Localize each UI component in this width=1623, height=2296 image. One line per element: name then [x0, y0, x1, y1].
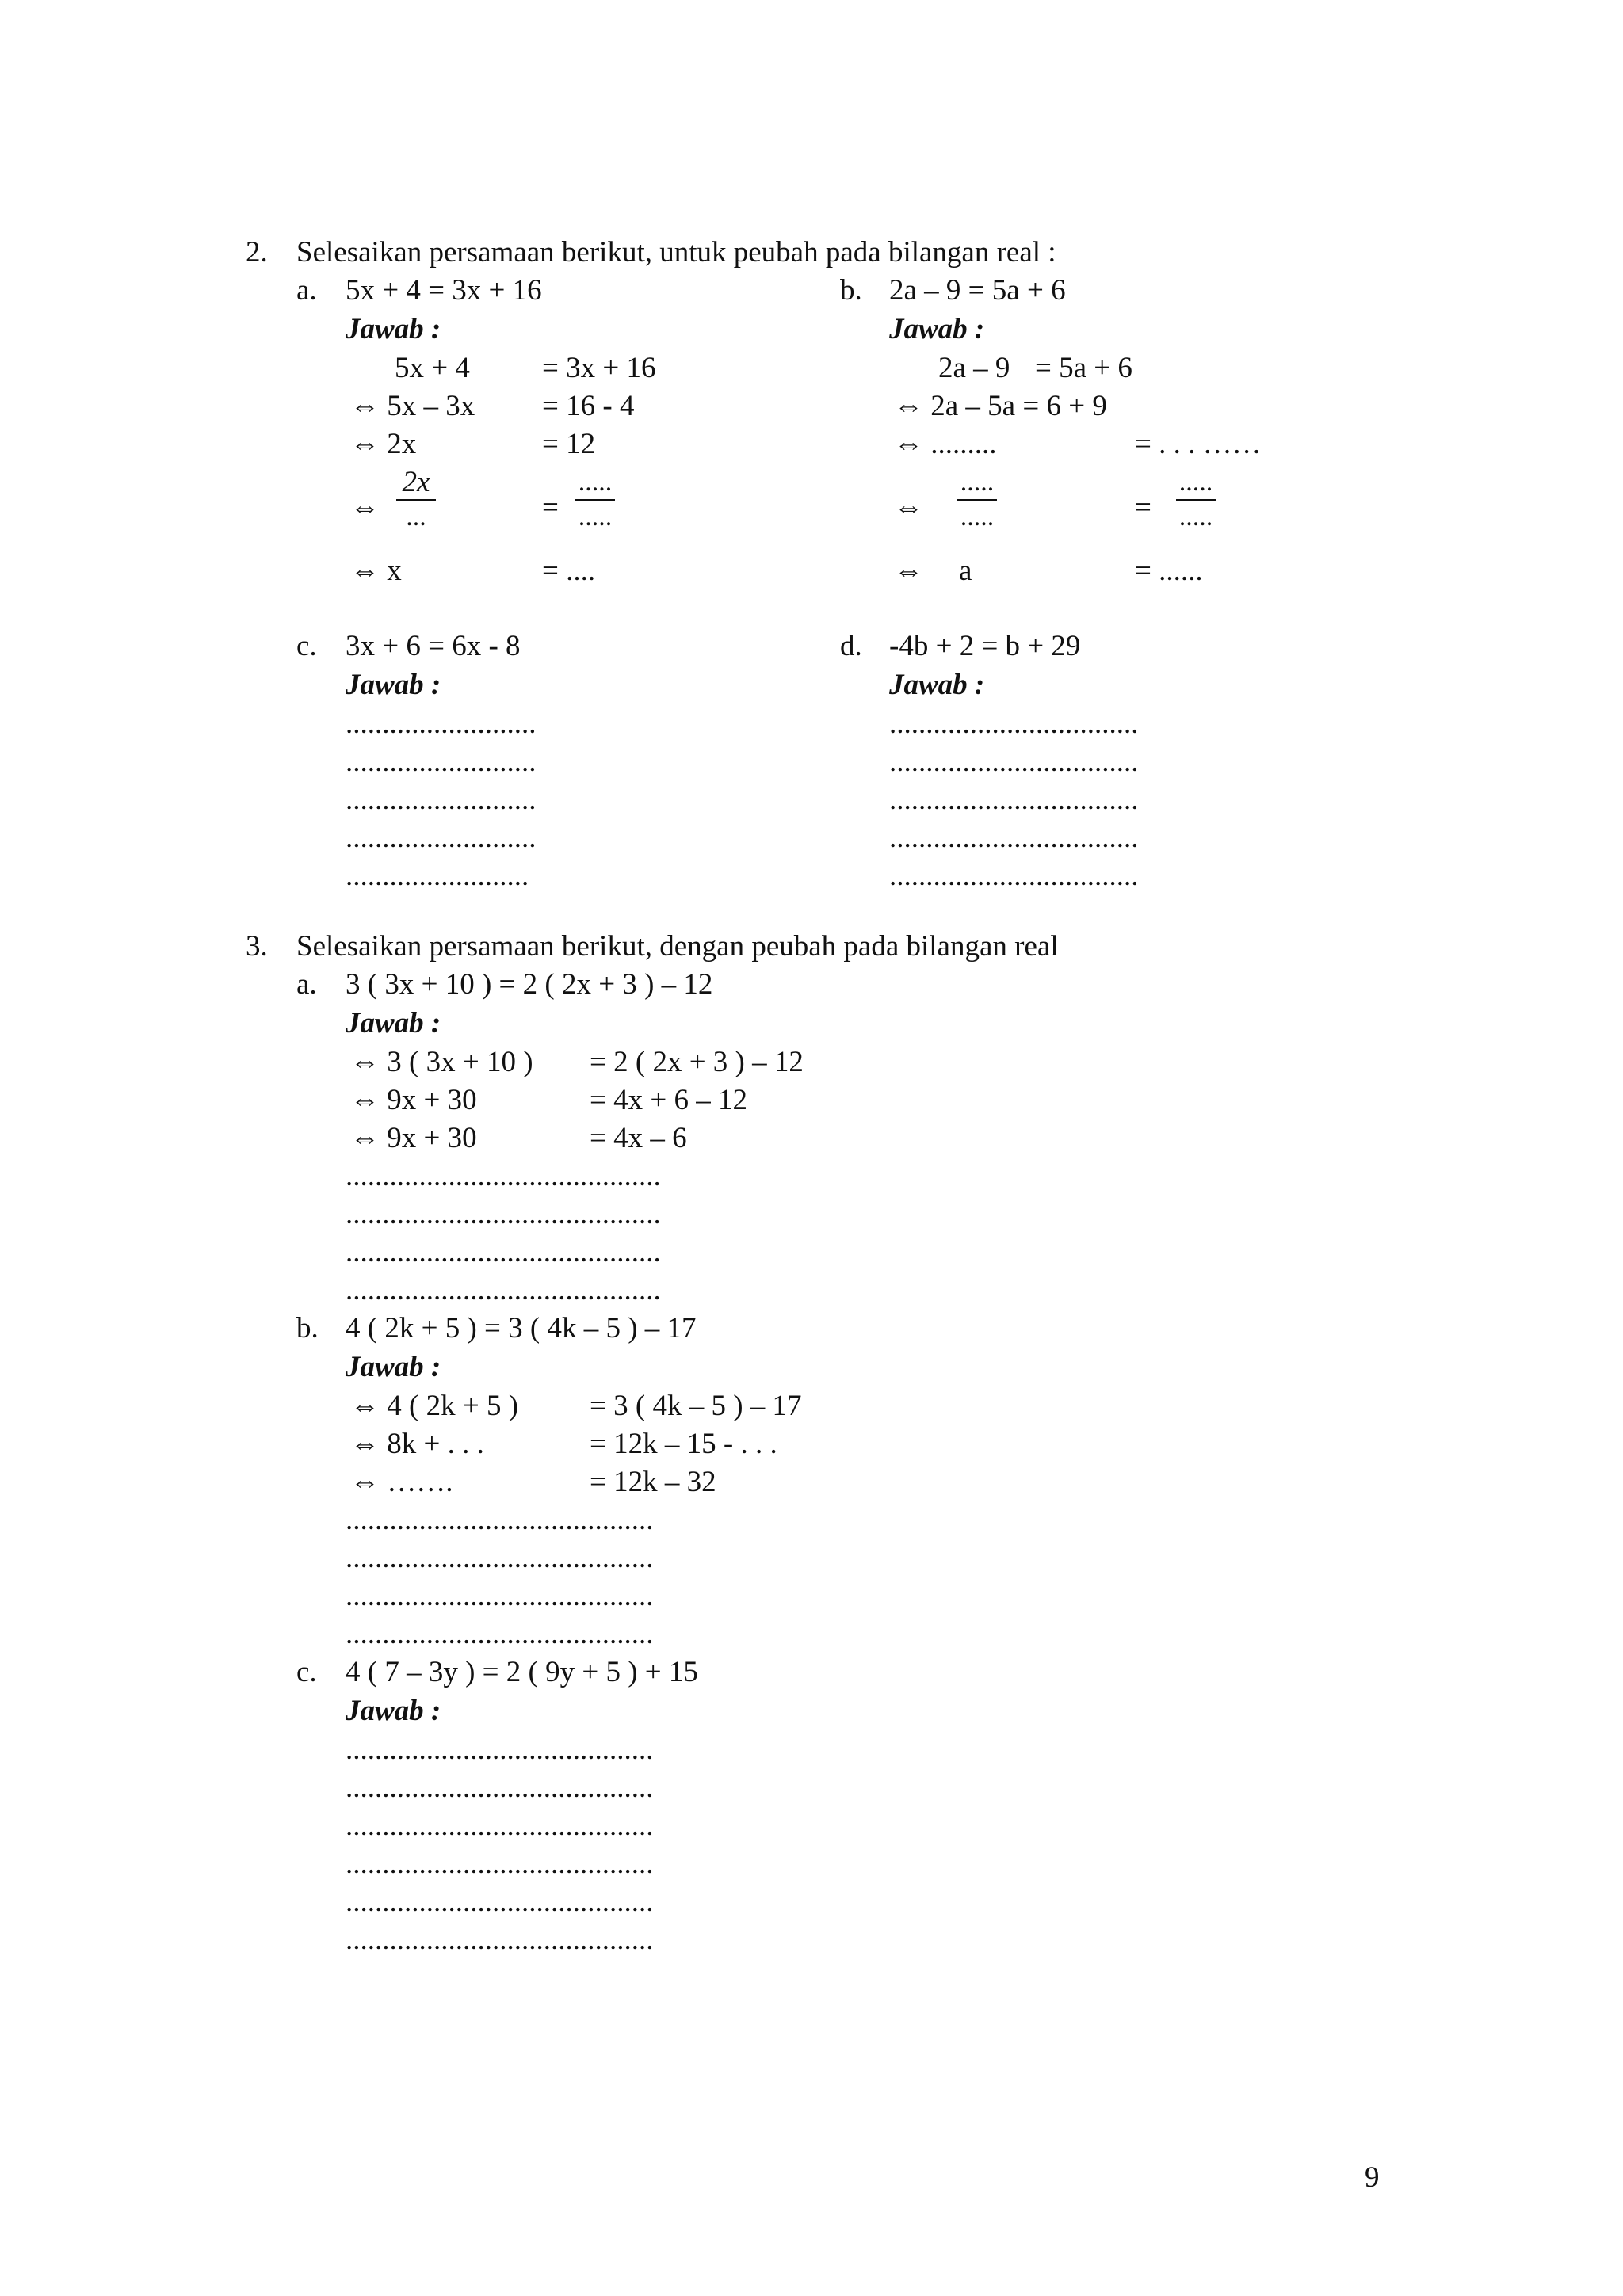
q3a-step3-left: ⇔ 9x + 30 — [350, 1122, 477, 1154]
page-number: 9 — [1365, 2161, 1380, 2194]
q2a-final-left: ⇔ x — [350, 555, 402, 587]
q2a-left-denominator: ... — [406, 502, 426, 532]
q3a-blank-line: ........................................... — [346, 1160, 661, 1192]
question-2-number: 2. — [246, 236, 268, 269]
q3a-problem: 3 ( 3x + 10 ) = 2 ( 2x + 3 ) – 12 — [346, 968, 713, 1001]
q2a-step1-left: 5x + 4 — [395, 352, 470, 384]
q2b-jawab: Jawab : — [889, 313, 985, 345]
q3b-step3-left: ⇔ ……. — [350, 1466, 453, 1498]
question-3-instruction: Selesaikan persamaan berikut, dengan peubah pada bilangan real — [296, 930, 1059, 963]
q2a-right-denominator: ..... — [578, 502, 613, 532]
q2d-label: d. — [840, 630, 862, 662]
q3c-jawab: Jawab : — [346, 1695, 441, 1727]
q2b-frac-equals: = — [1135, 491, 1151, 524]
q3a-jawab: Jawab : — [346, 1007, 441, 1039]
question-2-instruction: Selesaikan persamaan berikut, untuk peubah pada bilangan real : — [296, 236, 1056, 269]
q2a-final-right: = .... — [542, 555, 596, 587]
q2c-problem: 3x + 6 = 6x - 8 — [346, 630, 521, 662]
q3b-step1-left: ⇔ 4 ( 2k + 5 ) — [350, 1390, 519, 1422]
q3b-step3-right: = 12k – 32 — [590, 1466, 716, 1498]
q3b-step2-right: = 12k – 15 - . . . — [590, 1428, 777, 1460]
q2a-right-numerator: ..... — [578, 467, 613, 497]
q2b-left-denominator: ..... — [960, 502, 995, 532]
q3b-blank-line: .......................................... — [346, 1618, 654, 1650]
q3c-problem: 4 ( 7 – 3y ) = 2 ( 9y + 5 ) + 15 — [346, 1656, 698, 1688]
q3c-blank-line: .......................................... — [346, 1810, 654, 1842]
q2a-step1-right: = 3x + 16 — [542, 352, 656, 384]
q3a-step3-right: = 4x – 6 — [590, 1122, 687, 1154]
q2b-left-numerator: ..... — [960, 467, 995, 497]
q2b-right-fraction — [1176, 467, 1216, 532]
q2a-step2-left: ⇔ 5x – 3x — [350, 390, 475, 422]
q2c-blank-line: .......................... — [346, 822, 537, 854]
q2a-step2-right: = 16 - 4 — [542, 390, 635, 422]
q3c-blank-line: .......................................... — [346, 1848, 654, 1880]
q2d-blank-line: .................................. — [889, 746, 1139, 778]
q2a-frac-equals: = — [542, 491, 559, 524]
q3b-blank-line: .......................................... — [346, 1542, 654, 1574]
q2b-right-denominator: ..... — [1178, 502, 1213, 532]
q3a-blank-line: ........................................... — [346, 1198, 661, 1230]
fraction-bar — [575, 499, 615, 501]
q2d-blank-line: .................................. — [889, 822, 1139, 854]
q3b-blank-line: .......................................... — [346, 1580, 654, 1612]
q2d-blank-line: .................................. — [889, 784, 1139, 816]
fraction-bar — [1176, 499, 1216, 501]
fraction-bar — [396, 499, 436, 501]
q2b-right-numerator: ..... — [1178, 467, 1213, 497]
q3b-step1-right: = 3 ( 4k – 5 ) – 17 — [590, 1390, 802, 1422]
q3a-step2-left: ⇔ 9x + 30 — [350, 1084, 477, 1116]
q3a-blank-line: ........................................... — [346, 1236, 661, 1268]
q3b-step2-left: ⇔ 8k + . . . — [350, 1428, 484, 1460]
q2b-step1-left: 2a – 9 — [938, 352, 1010, 384]
q2d-blank-line: .................................. — [889, 860, 1139, 892]
q3a-label: a. — [296, 968, 317, 1001]
q2b-label: b. — [840, 274, 862, 307]
q2b-problem: 2a – 9 = 5a + 6 — [889, 274, 1066, 307]
q2d-problem: -4b + 2 = b + 29 — [889, 630, 1081, 662]
q3b-jawab: Jawab : — [346, 1351, 441, 1383]
q2a-jawab: Jawab : — [346, 313, 441, 345]
q2b-left-fraction — [957, 467, 997, 532]
q2d-blank-line: .................................. — [889, 707, 1139, 740]
q2a-step3-right: = 12 — [542, 428, 596, 460]
q3c-blank-line: .......................................... — [346, 1772, 654, 1804]
q2c-blank-line: .......................... — [346, 784, 537, 816]
q2a-left-fraction — [396, 467, 436, 532]
q2c-jawab: Jawab : — [346, 669, 441, 701]
q2a-problem: 5x + 4 = 3x + 16 — [346, 274, 542, 307]
q2a-label: a. — [296, 274, 317, 307]
q2b-step3-left: ⇔ ......... — [894, 428, 997, 460]
q3b-problem: 4 ( 2k + 5 ) = 3 ( 4k – 5 ) – 17 — [346, 1312, 697, 1344]
q3a-step2-right: = 4x + 6 – 12 — [590, 1084, 747, 1116]
q3a-step1-left: ⇔ 3 ( 3x + 10 ) — [350, 1046, 533, 1078]
fraction-bar — [957, 499, 997, 501]
q3c-blank-line: .......................................... — [346, 1733, 654, 1766]
q2c-label: c. — [296, 630, 317, 662]
q2a-frac-arrow: ⇔ — [350, 491, 380, 524]
q2b-frac-arrow: ⇔ — [894, 491, 923, 524]
q2a-right-fraction — [575, 467, 615, 532]
q2b-final-right: = ...... — [1135, 555, 1203, 587]
q2c-blank-line: .......................... — [346, 707, 537, 740]
question-3-number: 3. — [246, 930, 268, 963]
q3a-step1-right: = 2 ( 2x + 3 ) – 12 — [590, 1046, 804, 1078]
q2b-step3-right: = . . . …… — [1135, 428, 1262, 460]
q3a-blank-line: ........................................... — [346, 1274, 661, 1306]
q2a-step3-left: ⇔ 2x — [350, 428, 417, 460]
q3c-blank-line: .......................................... — [346, 1924, 654, 1956]
q2b-final-var: a — [959, 555, 972, 587]
q2b-step2: ⇔ 2a – 5a = 6 + 9 — [894, 390, 1107, 422]
q3c-label: c. — [296, 1656, 317, 1688]
q2c-blank-line: ......................... — [346, 860, 529, 892]
q3c-blank-line: .......................................... — [346, 1886, 654, 1918]
q2a-left-numerator: 2x — [402, 466, 430, 498]
q2b-step1-right: = 5a + 6 — [1035, 352, 1132, 384]
q3b-blank-line: .......................................... — [346, 1504, 654, 1536]
q3b-label: b. — [296, 1312, 319, 1344]
q2b-final-arrow: ⇔ — [894, 555, 923, 587]
q2d-jawab: Jawab : — [889, 669, 985, 701]
q2c-blank-line: .......................... — [346, 746, 537, 778]
